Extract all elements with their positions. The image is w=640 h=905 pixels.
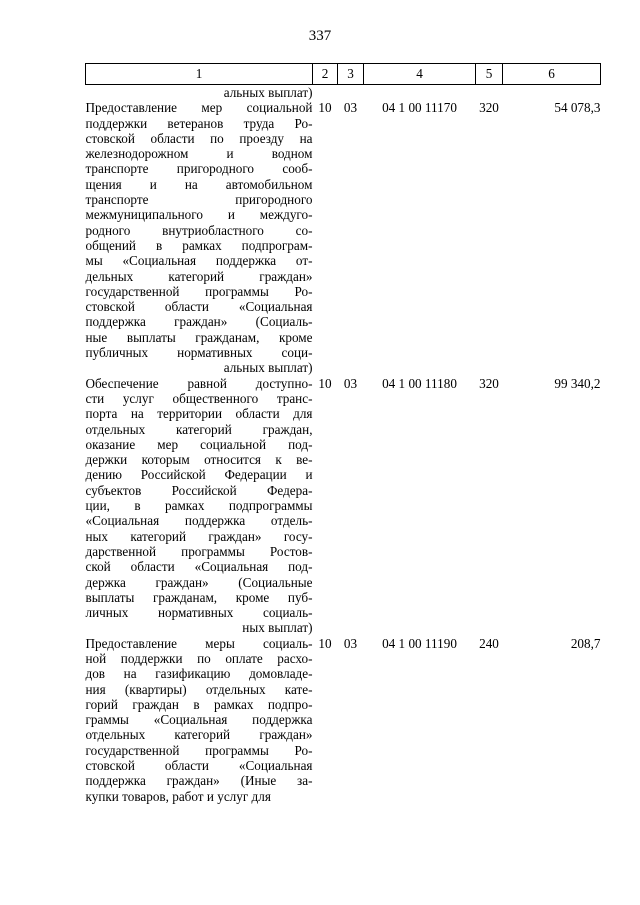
description-line: личных нормативных социаль- (85, 605, 313, 621)
description-line: отдельных категорий граждан, (85, 421, 313, 437)
description-line: оказание мер социальной под- (85, 436, 313, 452)
table-row (86, 100, 601, 375)
description-line: граммы «Социальная поддержка (85, 712, 313, 728)
row-amount: 99 340,2 (554, 375, 601, 391)
row-description (86, 100, 313, 375)
description-line: держки которым относится к ве- (85, 452, 313, 468)
description-line: поддержка граждан» (Иные за- (85, 773, 313, 789)
continuation-text: альных выплат) (223, 85, 313, 100)
description-line: дов на газификацию домовладе- (85, 666, 313, 682)
row-amount: 54 078,3 (554, 100, 601, 116)
description-line: ных выплат) (242, 620, 313, 636)
description-line: альных выплат) (223, 360, 313, 376)
description-line: поддержка граждан» (Социаль- (85, 314, 313, 330)
description-line: ской области «Социальная под- (85, 559, 313, 575)
description-line: щения и на автомобильном (85, 176, 313, 192)
description-line: ния (квартиры) отдельных кате- (85, 681, 313, 697)
description-line: государственной программы Ро- (85, 283, 313, 299)
description-line: дельных категорий граждан» (85, 268, 313, 284)
row-subsection: 03 (343, 100, 358, 116)
description-line: порта на территории области для (85, 406, 313, 422)
table-row (86, 636, 601, 804)
header-col-1: 1 (86, 64, 313, 85)
header-col-5: 5 (476, 64, 503, 85)
description-line: дению Российской Федерации и (85, 467, 313, 483)
description-line: транспорте пригородного (85, 192, 313, 208)
continuation-row (86, 85, 601, 101)
description-line: публичных нормативных соци- (85, 345, 313, 361)
description-line: родного внутриобластного со- (85, 222, 313, 238)
description-line: купки товаров, работ и услуг для (85, 788, 271, 804)
description-line: стовской области «Социальная (85, 299, 313, 315)
description-line: ных категорий граждан» госу- (85, 528, 313, 544)
description-line: ные выплаты гражданам, кроме (85, 329, 313, 345)
row-subsection: 03 (343, 635, 358, 651)
row-section: 10 (318, 635, 332, 651)
description-line: железнодорожном и водном (85, 146, 313, 162)
description-line: мы «Социальная поддержка от- (85, 253, 313, 269)
description-line: Предоставление меры социаль- (85, 635, 313, 651)
row-expense-type: 320 (479, 375, 499, 391)
description-line: транспорте пригородного сооб- (85, 161, 313, 177)
description-line: «Социальная поддержка отдель- (85, 513, 313, 529)
description-line: поддержки ветеранов труда Ро- (85, 115, 313, 131)
header-col-6: 6 (503, 64, 601, 85)
header-row (86, 64, 601, 85)
row-target-code: 04 1 00 11170 (382, 100, 457, 116)
description-line: государственной программы Ро- (85, 742, 313, 758)
description-line: ции, в рамках подпрограммы (85, 498, 313, 514)
description-line: стовской области по проезду на (85, 130, 313, 146)
description-line: отдельных категорий граждан» (85, 727, 313, 743)
header-col-4: 4 (364, 64, 476, 85)
page-number: 337 (308, 28, 332, 44)
description-line: выплаты гражданам, кроме пуб- (85, 589, 313, 605)
row-subsection: 03 (343, 375, 358, 391)
description-line: Обеспечение равной доступно- (85, 375, 313, 391)
row-section: 10 (318, 375, 332, 391)
row-target-code: 04 1 00 11190 (382, 635, 457, 651)
description-line: стовской области «Социальная (85, 758, 313, 774)
row-expense-type: 320 (479, 100, 499, 116)
row-target-code: 04 1 00 11180 (382, 375, 457, 391)
description-line: дарственной программы Ростов- (85, 543, 313, 559)
description-line: субъектов Российской Федера- (85, 482, 313, 498)
description-line: горий граждан в рамках подпро- (85, 696, 313, 712)
budget-table (85, 63, 601, 804)
header-col-2: 2 (313, 64, 338, 85)
description-line: ной поддержки по оплате расхо- (85, 650, 313, 666)
header-col-3: 3 (338, 64, 364, 85)
description-line: сти услуг общественного транс- (85, 390, 313, 406)
description-line: Предоставление мер социальной (85, 100, 313, 116)
row-description (86, 376, 313, 636)
row-section: 10 (318, 100, 332, 116)
row-expense-type: 240 (479, 635, 499, 651)
table-row (86, 376, 601, 636)
description-line: межмуниципального и междуго- (85, 207, 313, 223)
row-amount: 208,7 (570, 635, 601, 651)
row-description (86, 636, 313, 804)
description-line: общений в рамках подпрограм- (85, 237, 313, 253)
description-line: держка граждан» (Социальные (85, 574, 313, 590)
